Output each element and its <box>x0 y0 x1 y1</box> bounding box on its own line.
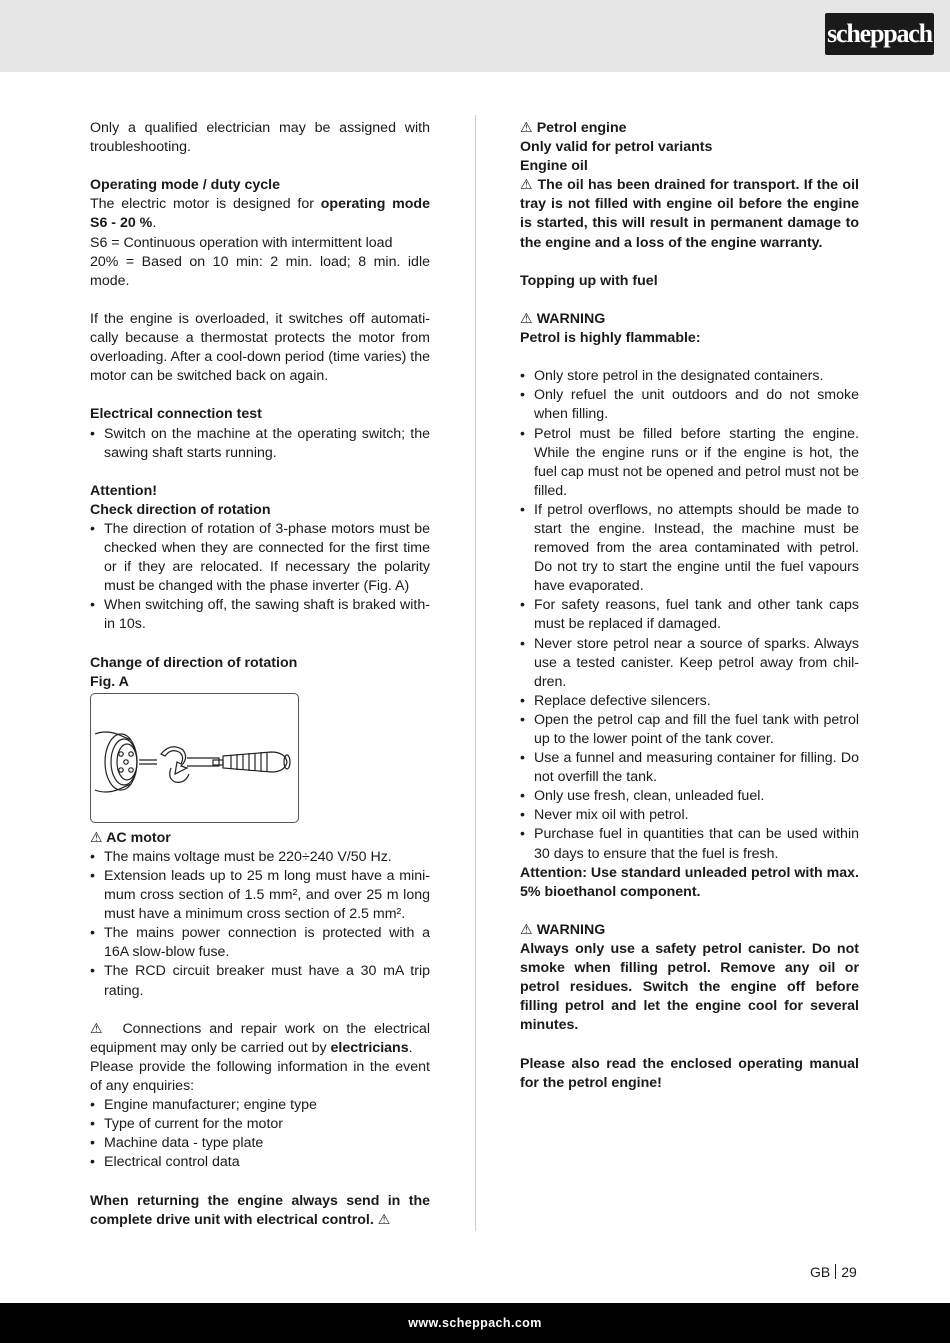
ac-list <box>90 848 430 1001</box>
elec-list <box>90 425 430 463</box>
change-heading: Change of direction of rotation <box>90 654 298 671</box>
phase-inverter-drawing <box>91 694 298 822</box>
overload-text: If the engine is overloaded, it switches off automati-cally because a thermostat protects the motor from overloading. After a cool-down period (time varies) the motor can be switched back on again. <box>90 310 430 385</box>
list-item: • Type of current for the motor <box>90 1115 430 1134</box>
page-number: GB 29 <box>810 1264 857 1280</box>
list-item: • Only refuel the unit outdoors and do not smoke when filling. <box>520 386 859 424</box>
list-item: • Only use fresh, clean, unleaded fuel. <box>520 787 859 806</box>
list-item: • For safety reasons, fuel tank and other tank caps must be replaced if damaged. <box>520 596 859 634</box>
footer-bar <box>0 1303 950 1343</box>
warning-triangle-icon: ⚠ <box>377 1211 391 1228</box>
list-item: • Electrical control data <box>90 1153 430 1172</box>
enquiry-list <box>90 1096 430 1172</box>
list-item: • If petrol overflows, no attempts should be made to start the engine. Instead, the machine must be removed from the area contaminated with petrol. Do not try to start the engine until the fuel vapours have evaporated. <box>520 501 859 596</box>
attention-heading: Attention! <box>90 482 157 499</box>
attention-petrol: Attention: Use standard unleaded petrol with max. 5% bioethanol component. <box>520 864 859 900</box>
list-item: • Switch on the machine at the operating switch; the sawing shaft starts running. <box>90 425 430 463</box>
warning-triangle-icon: ⚠ <box>520 310 533 327</box>
scheppach-logo: scheppach <box>825 13 934 55</box>
intro-text: Only a qualified electrician may be assigned with troubleshooting. <box>90 120 430 156</box>
right-column <box>520 119 859 1093</box>
list-item: • The direction of rotation of 3-phase motors must be checked when they are connected for the first time or if they are relocated. If necessary the polarity must be changed with the phase inverter (Fig. A) <box>90 520 430 596</box>
figure-a-phase-inverter <box>90 693 299 823</box>
oil-warning: ⚠ The oil has been drained for transport. If the oil tray is not filled with engine oil before the engine is started, this will result in permanent damage to the engine and a loss of the engine warranty. <box>520 177 859 251</box>
list-item: • Open the petrol cap and fill the fuel tank with petrol up to the lower point of the tank cover. <box>520 711 859 749</box>
warning-heading-2: ⚠ WARNING <box>520 921 606 938</box>
rotation-list <box>90 520 430 635</box>
enquiry-text: Please provide the following information in the event of any enquiries: <box>90 1058 430 1095</box>
flammable-text: Petrol is highly flammable: <box>520 330 701 347</box>
list-item: • Petrol must be filled before starting the engine. While the engine runs or if the engine is hot, the fuel cap must not be opened and petrol must not be filled. <box>520 425 859 501</box>
elec-heading: Electrical connection test <box>90 406 262 423</box>
read-manual-text: Please also read the enclosed operating manual for the petrol engine! <box>520 1055 859 1091</box>
list-item: • The RCD circuit breaker must have a 30 mA trip rating. <box>90 962 430 1000</box>
duty-heading: Operating mode / duty cycle <box>90 177 281 194</box>
oil-heading: Engine oil <box>520 158 588 175</box>
ac-heading: ⚠ AC motor <box>90 829 171 846</box>
warning-triangle-icon: ⚠ <box>520 177 534 194</box>
valid-heading: Only valid for petrol variants <box>520 139 713 156</box>
warning-triangle-icon: ⚠ <box>520 921 533 938</box>
returning-text: When returning the engine always send in the complete drive unit with electrical control. ⚠ <box>90 1192 430 1228</box>
column-divider <box>475 115 476 1231</box>
list-item: • Only store petrol in the designated containers. <box>520 367 859 386</box>
list-item: • Replace defective silencers. <box>520 692 859 711</box>
fig-label: Fig. A <box>90 673 129 690</box>
list-item: • Use a funnel and measuring container for filling. Do not overfill the tank. <box>520 749 859 787</box>
warning-triangle-icon: ⚠ <box>520 120 533 136</box>
list-item: • Never store petrol near a source of sparks. Always use a tested canister. Keep petrol away from chil-dren. <box>520 635 859 692</box>
footer-url[interactable]: www.scheppach.com <box>408 1316 542 1330</box>
petrol-heading: ⚠ Petrol engine <box>520 120 627 136</box>
list-item: • Extension leads up to 25 m long must have a mini-mum cross section of 1.5 mm², and over 25 m long must have a minimum cross section of 2.5 mm². <box>90 867 430 924</box>
list-item: • Never mix oil with petrol. <box>520 806 859 825</box>
list-item: • The mains power connection is protected with a 16A slow-blow fuse. <box>90 924 430 962</box>
topup-heading: Topping up with fuel <box>520 272 658 289</box>
duty-s6: S6 = Continuous operation with intermittent load <box>90 234 393 251</box>
connections-text: ⚠ Connections and repair work on the electrical equipment may only be carried out by electricians. <box>90 1020 430 1056</box>
left-column <box>90 119 430 1230</box>
warning-text-2: Always only use a safety petrol canister. Do not smoke when filling petrol. Remove any oil or petrol residues. Switch the engine off before filling petrol and let the engine cool for several minutes. <box>520 941 859 1034</box>
list-item: • The mains voltage must be 220÷240 V/50 Hz. <box>90 848 430 867</box>
rotation-heading: Check direction of rotation <box>90 501 271 518</box>
list-item: • Engine manufacturer; engine type <box>90 1096 430 1115</box>
fuel-list <box>520 367 859 863</box>
list-item: • When switching off, the sawing shaft is braked with-in 10s. <box>90 596 430 634</box>
header-bar <box>0 0 950 72</box>
list-item: • Purchase fuel in quantities that can be used within 30 days to ensure that the fuel is fresh. <box>520 825 859 863</box>
duty-20: 20% = Based on 10 min: 2 min. load; 8 min. idle mode. <box>90 253 430 289</box>
warning-heading: ⚠ WARNING <box>520 310 606 327</box>
warning-triangle-icon: ⚠ <box>90 1020 107 1037</box>
duty-text: The electric motor is designed for operating mode S6 - 20 %. <box>90 196 430 232</box>
list-item: • Machine data - type plate <box>90 1134 430 1153</box>
warning-triangle-icon: ⚠ <box>90 829 103 846</box>
